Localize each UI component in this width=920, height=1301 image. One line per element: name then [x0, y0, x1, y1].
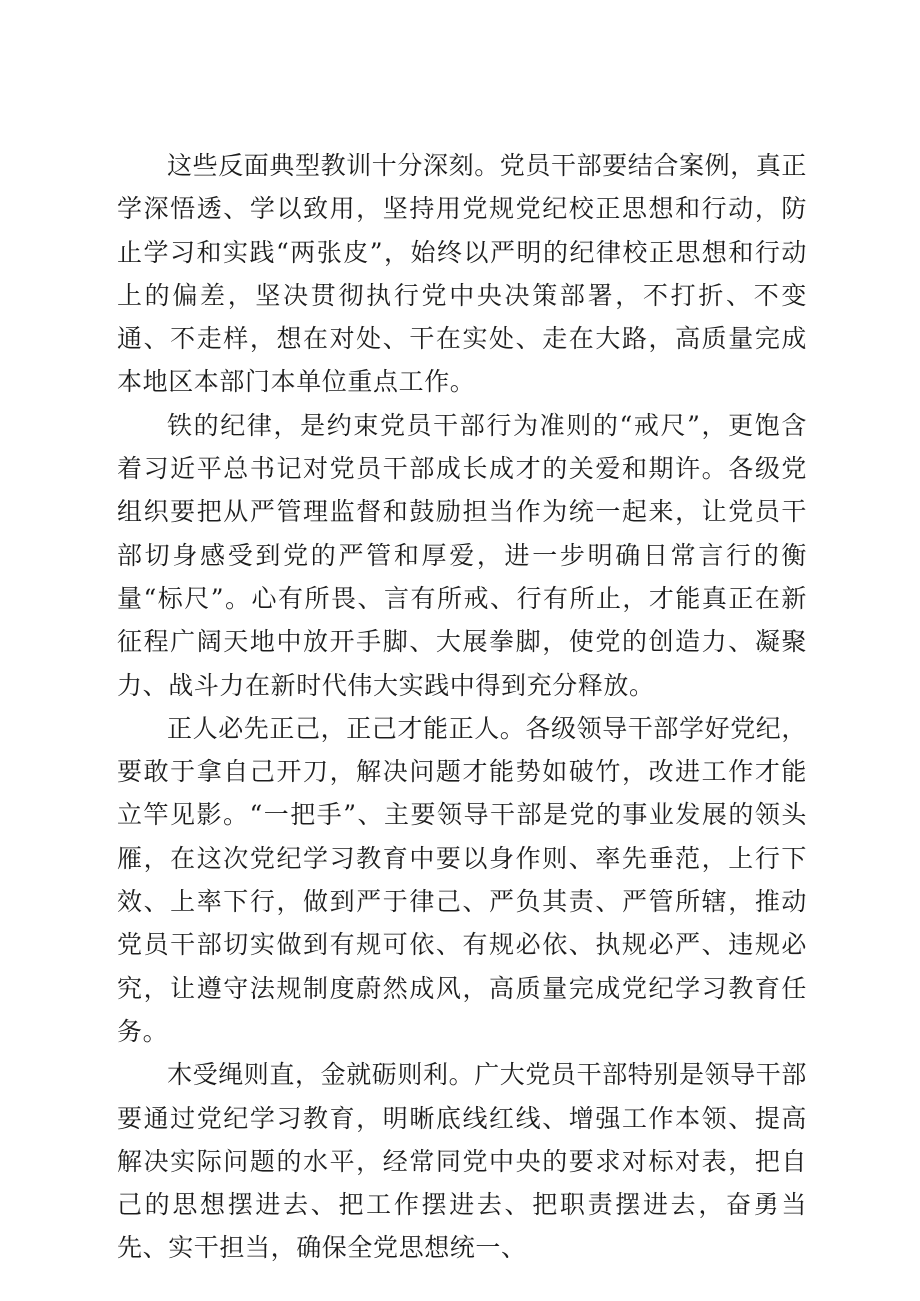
- paragraph-4: 木受绳则直，金就砺则利。广大党员干部特别是领导干部要通过党纪学习教育，明晰底线红线、增强工作本领、提高解决实际问题的水平，经常同党中央的要求对标对表，把自己的思想摆进去、把工作摆进去、把职责摆进去，奋勇当先、实干担当，确保全党思想统一、: [117, 1060, 808, 1263]
- paragraph-2: 铁的纪律，是约束党员干部行为准则的“戒尺”，更饱含着习近平总书记对党员干部成长成才的关爱和期许。各级党组织要把从严管理监督和鼓励担当作为统一起来，让党员干部切身感受到党的严管和厚爱，进一步明确日常言行的衡量“标尺”。心有所畏、言有所戒、行有所止，才能真正在新征程广阔天地中放开手脚、大展拳脚，使党的创造力、凝聚力、战斗力在新时代伟大实践中得到充分释放。: [117, 410, 807, 700]
- document-body: [117, 144, 807, 1270]
- paragraph-3: 正人必先正己，正己才能正人。各级领导干部学好党纪，要敢于拿自己开刀，解决问题才能势如破竹，改进工作才能立竿见影。“一把手”、主要领导干部是党的事业发展的领头雁，在这次党纪学习教育中要以身作则、率先垂范，上行下效、上率下行，做到严于律己、严负其责、严管所辖，推动党员干部切实做到有规可依、有规必依、执规必严、违规必究，让遵守法规制度蔚然成风，高质量完成党纪学习教育任务。: [117, 713, 808, 1046]
- paragraph-1: 这些反面典型教训十分深刻。党员干部要结合案例，真正学深悟透、学以致用，坚持用党规党纪校正思想和行动，防止学习和实践“两张皮”，始终以严明的纪律校正思想和行动上的偏差，坚决贯彻执行党中央决策部署，不打折、不变通、不走样，想在对处、干在实处、走在大路，高质量完成本地区本部门本单位重点工作。: [117, 151, 808, 397]
